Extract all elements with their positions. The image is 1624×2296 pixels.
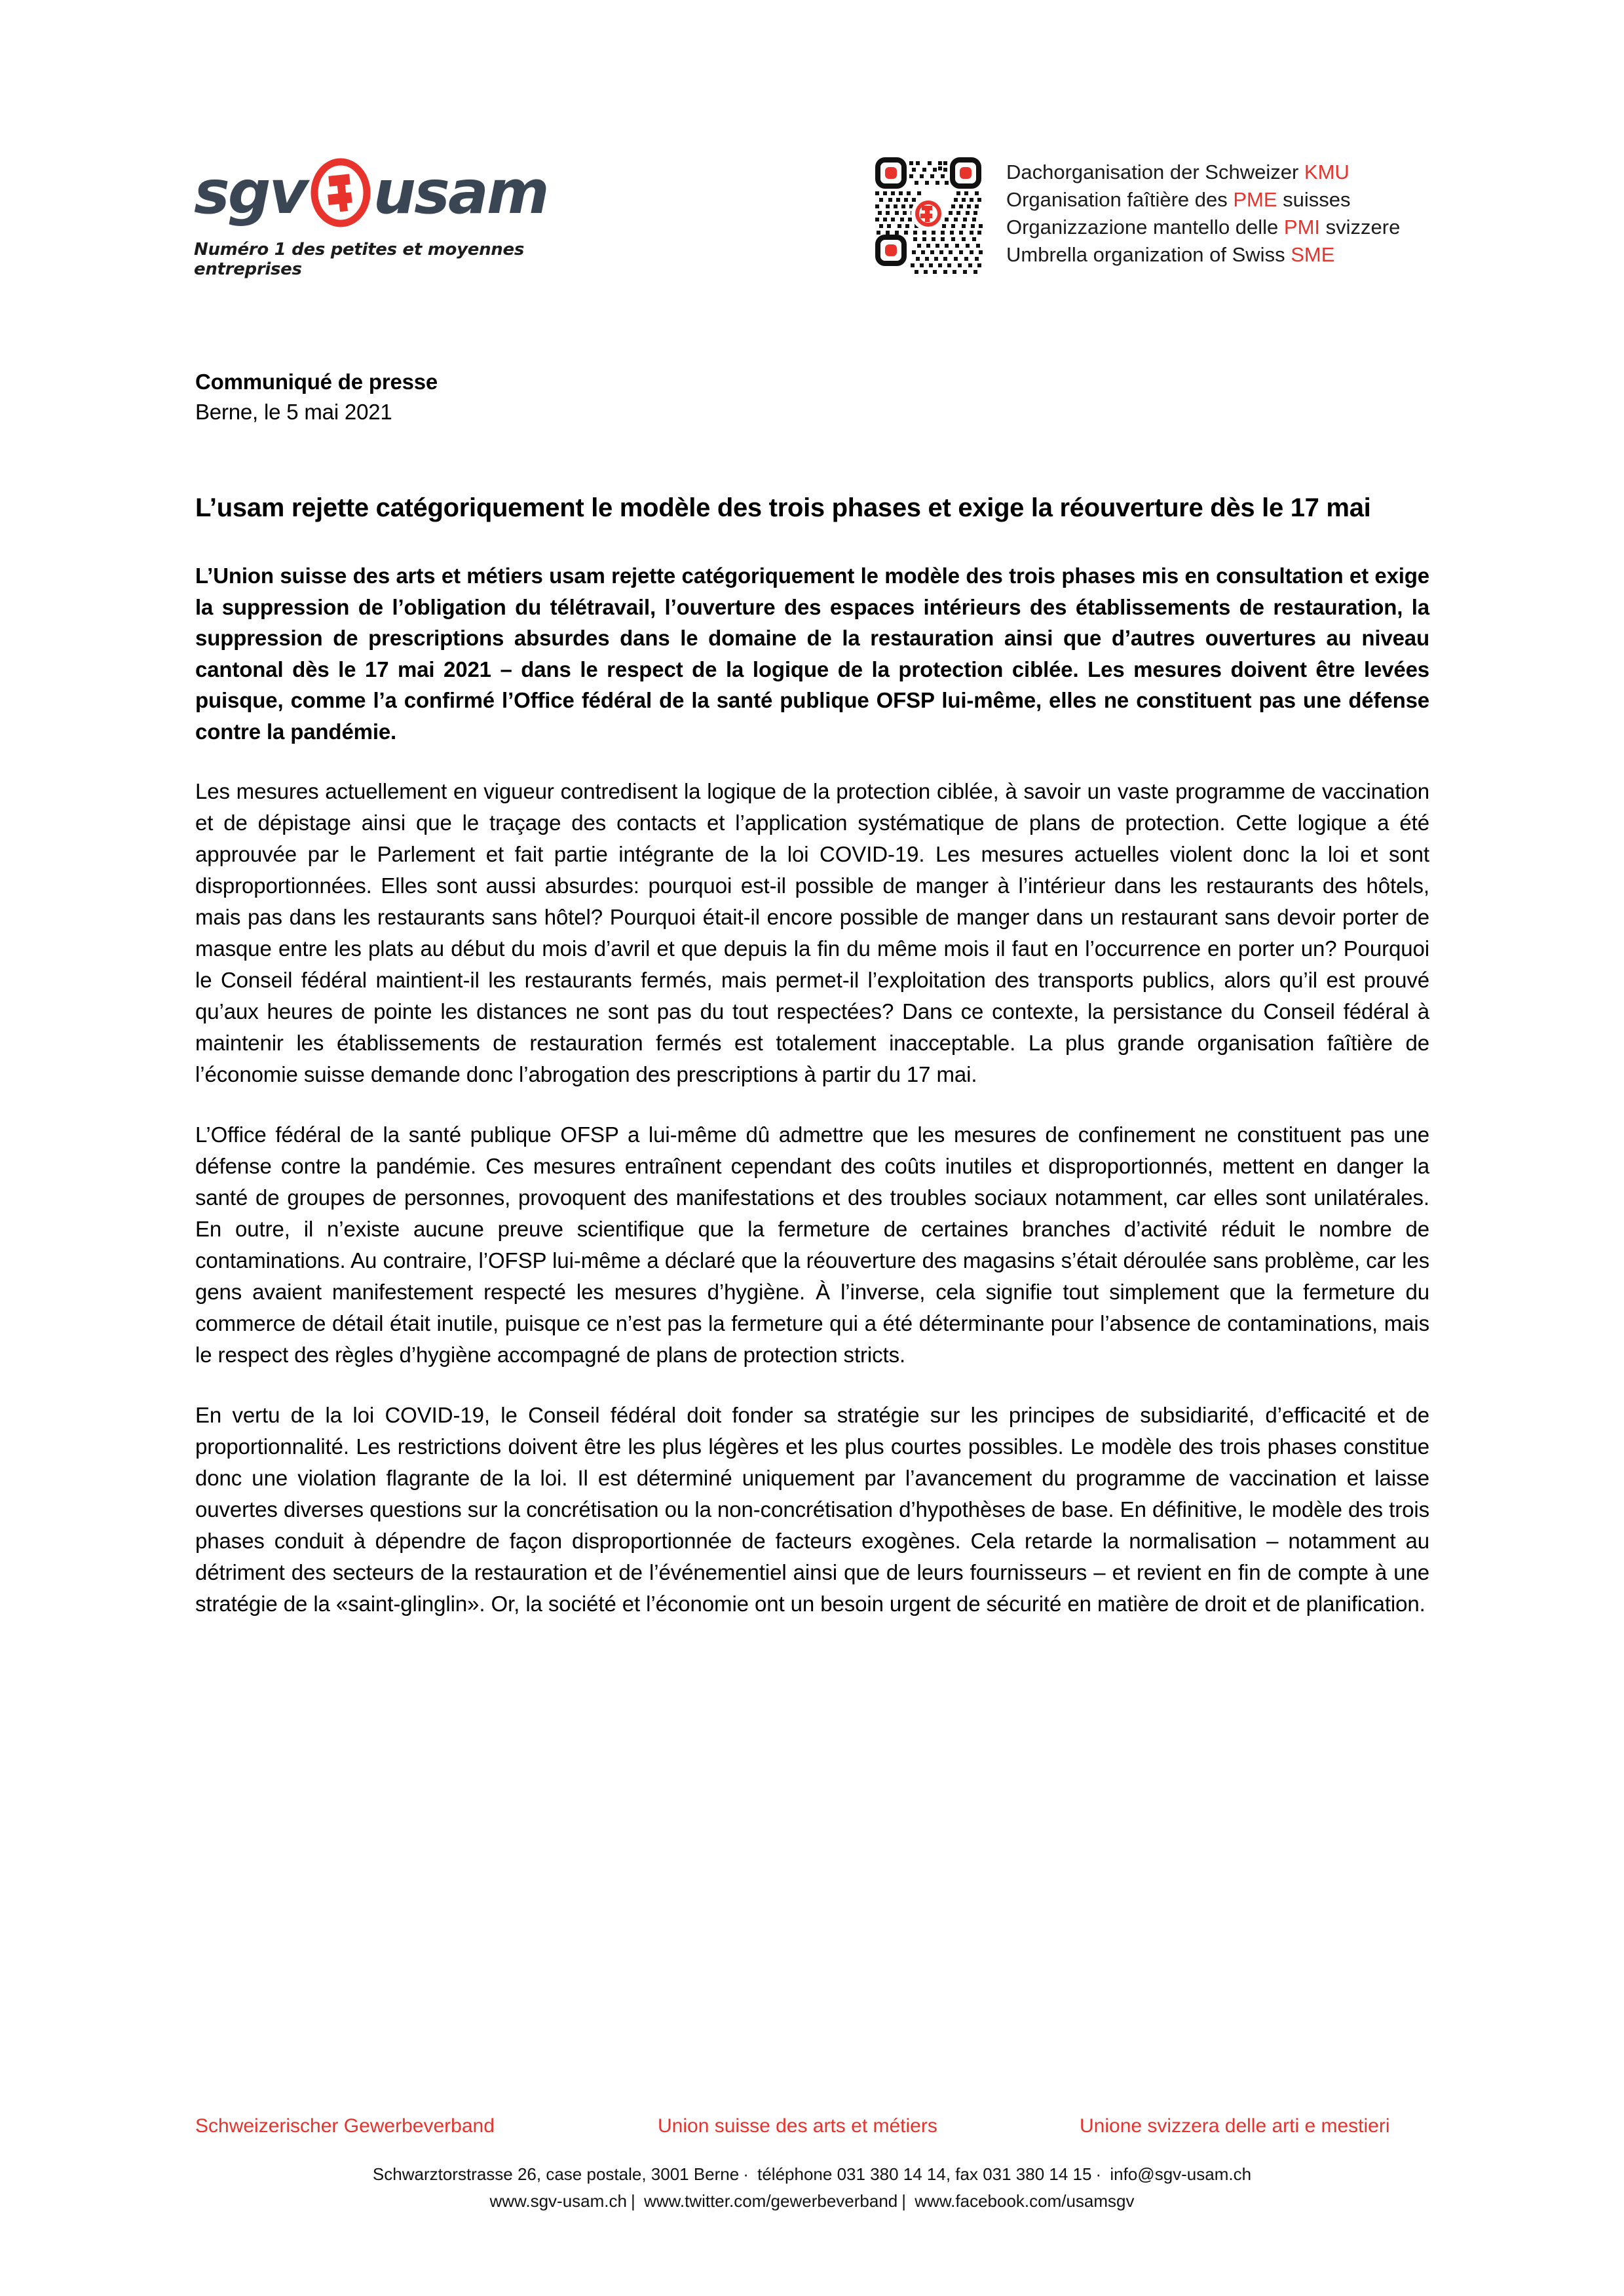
footer-twitter[interactable]: www.twitter.com/gewerbeverband	[643, 2191, 898, 2211]
footer-separator-pipe-2: |	[901, 2191, 907, 2211]
org-line-it	[1006, 214, 1400, 241]
org-line-de	[1006, 159, 1400, 186]
logo-text-sgv: sgv	[194, 157, 307, 227]
body-paragraph-1: Les mesures actuellement en vigueur contredisent la logique de la protection ciblée, à savoir un vaste programme de vaccination et de dépistage ainsi que le traçage des contacts et l’application systématique de plans de protection. Cette logique a été approuvée par le Parlement et fait partie intégrante de la loi COVID-19. Les mesures actuelles violent donc la loi et sont disproportionnées. Elles sont aussi absurdes: pourquoi est-il possible de manger à l’intérieur dans les restaurants des hôtels, mais pas dans les restaurants sans hôtel? Pourquoi était-il encore possible de manger dans un restaurant sans devoir porter de masque entre les plats au début du mois d’avril et que depuis la fin du même mois il faut en l’occurrence en porter un? Pourquoi le Conseil fédéral maintient-il les restaurants fermés, mais permet-il l’exploitation des transports publics, alors qu’il est prouvé qu’aux heures de pointe les distances ne sont pas du tout respectées? Dans ce contexte, la persistance du Conseil fédéral à maintenir les établissements de restauration fermés est totalement inacceptable. La plus grande organisation faîtière de l’économie suisse demande donc l’abrogation des prescriptions à partir du 17 mai.	[195, 779, 1429, 1086]
organization-taglines	[1006, 153, 1400, 269]
usam-logo	[194, 156, 600, 279]
organization-header	[866, 153, 1400, 278]
page-title: L’usam rejette catégoriquement le modèle des trois phases et exige la réouverture dès le 17 mai	[195, 493, 1371, 522]
footer-address: Schwarztorstrasse 26, case postale, 3001 Berne	[372, 2164, 740, 2184]
footer-website[interactable]: www.sgv-usam.ch	[489, 2191, 627, 2211]
org-line-it-tail: svizzere	[1320, 216, 1401, 239]
footer-organization-names	[0, 2115, 1624, 2145]
org-line-it-text: Organizzazione mantello delle	[1006, 216, 1284, 239]
document-footer	[0, 2115, 1624, 2215]
org-line-de-highlight: KMU	[1304, 161, 1350, 183]
footer-separator-dot-2: ·	[1095, 2164, 1102, 2184]
footer-contact-line-2	[0, 2188, 1624, 2215]
body-paragraph-3: En vertu de la loi COVID-19, le Conseil fédéral doit fonder sa stratégie sur les principes de subsidiarité, d’efficacité et de proportionnalité. Les restrictions doivent être les plus légères et les plus courtes possibles. Le modèle des trois phases constitue donc une violation flagrante de la loi. Il est déterminé uniquement par l’avancement du programme de vaccination et laisse ouvertes diverses questions sur la concrétisation ou la non-concrétisation d’hypothèses de base. En définitive, le modèle des trois phases conduit à dépendre de façon disproportionnée de facteurs exogènes. Cela retarde la normalisation – notamment au détriment des secteurs de la restauration et de l’événementiel ainsi que de leurs fournisseurs – et revient en fin de compte à une stratégie de la «saint-glinglin». Or, la société et l’économie ont un besoin urgent de sécurité en matière de droit et de planification.	[195, 1403, 1429, 1616]
org-line-de-text: Dachorganisation der Schweizer	[1006, 161, 1304, 183]
lead-paragraph: L’Union suisse des arts et métiers usam rejette catégoriquement le modèle des trois phases mis en consultation et exige la suppression de l’obligation du télétravail, l’ouverture des espaces intérieurs des établissements de restauration, la suppression de prescriptions absurdes dans le domaine de la restauration ainsi que d’autres ouvertures au niveau cantonal dès le 17 mai 2021 – dans le respect de la logique de la protection ciblée. Les mesures doivent être levées puisque, comme l’a confirmé l’Office fédéral de la santé publique OFSP lui-même, elles ne constituent pas une défense contre la pandémie.	[195, 564, 1429, 744]
document-body	[195, 367, 1429, 1620]
footer-name-it: Unione svizzera delle arti e mestieri	[1080, 2115, 1390, 2137]
footer-email[interactable]: info@sgv-usam.ch	[1110, 2164, 1252, 2184]
usam-swiss-cross-at-icon	[309, 158, 372, 227]
logo-tagline: Numéro 1 des petites et moyennes entreprises	[194, 240, 525, 279]
footer-separator-dot-1: ·	[743, 2164, 749, 2184]
logo-text-usam: usam	[373, 157, 548, 227]
document-header	[0, 0, 1624, 308]
dateline: Berne, le 5 mai 2021	[195, 400, 392, 424]
footer-contact-line-1	[0, 2161, 1624, 2188]
document-type-label: Communiqué de presse	[195, 370, 438, 394]
org-line-en-highlight: SME	[1291, 243, 1335, 266]
org-line-fr-tail: suisses	[1277, 188, 1351, 211]
logo-wordmark	[194, 156, 600, 229]
org-line-en-text: Umbrella organization of Swiss	[1006, 243, 1291, 266]
qr-code-icon	[866, 153, 991, 278]
footer-facebook[interactable]: www.facebook.com/usamsgv	[915, 2191, 1135, 2211]
body-paragraph-2: L’Office fédéral de la santé publique OFSP a lui-même dû admettre que les mesures de confinement ne constituent pas une défense contre la pandémie. Ces mesures entraînent cependant des coûts inutiles et disproportionnés, mettent en danger la santé de groupes de personnes, provoquent des manifestations et des troubles sociaux notamment, car elles sont unilatérales. En outre, il n’existe aucune preuve scientifique que la fermeture de certaines branches d’activité réduit le nombre de contaminations. Au contraire, l’OFSP lui-même a déclaré que la réouverture des magasins s’était déroulée sans problème, car les gens avaient manifestement respecté les mesures d’hygiène. À l’inverse, cela signifie tout simplement que la fermeture du commerce de détail était inutile, puisque ce n’est pas la fermeture qui a été déterminante pour l’absence de contaminations, mais le respect des règles d’hygiène accompagné de plans de protection stricts.	[195, 1122, 1429, 1367]
org-line-fr-text: Organisation faîtière des	[1006, 188, 1234, 211]
footer-phone: téléphone 031 380 14 14, fax 031 380 14 15	[757, 2164, 1092, 2184]
org-line-fr	[1006, 186, 1400, 214]
footer-name-de: Schweizerischer Gewerbeverband	[195, 2115, 495, 2137]
org-line-fr-highlight: PME	[1233, 188, 1277, 211]
footer-separator-pipe-1: |	[630, 2191, 635, 2211]
org-line-it-highlight: PMI	[1283, 216, 1321, 239]
org-line-en	[1006, 241, 1400, 269]
footer-name-fr: Union suisse des arts et métiers	[658, 2115, 937, 2137]
